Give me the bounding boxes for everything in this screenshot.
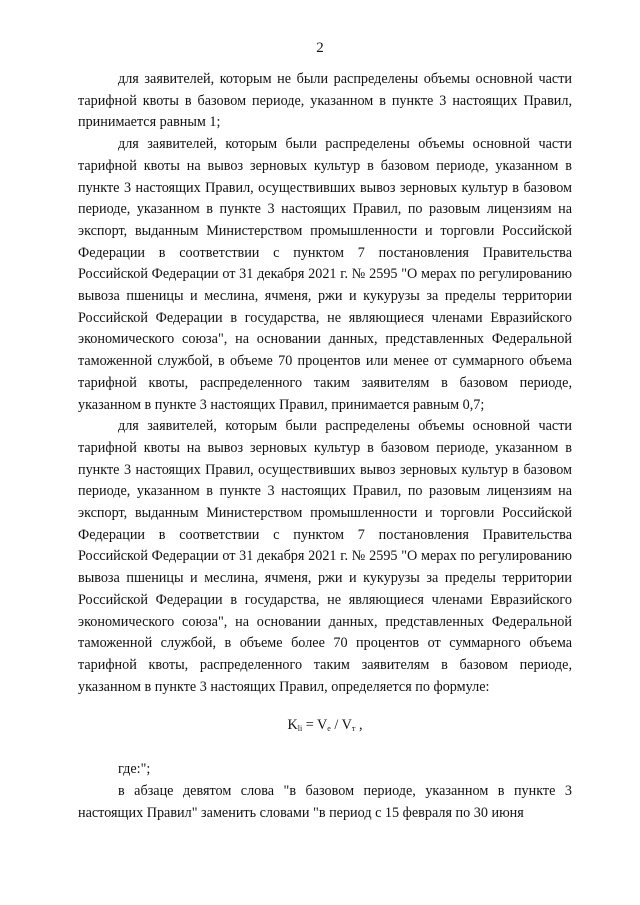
paragraph-amendment: в абзаце девятом слова "в базовом периоде, указанном в пункте 3 настоящих Правил" заменить словами "в период с 15 февраля по 30 июня bbox=[78, 783, 572, 821]
document-body bbox=[78, 69, 572, 825]
formula-v2: V bbox=[341, 717, 352, 734]
formula-v1-subscript: e bbox=[327, 724, 331, 734]
paragraph-2: для заявителей, которым были распределены объемы основной части тарифной квоты на вывоз зерновых культур в базовом периоде, указанном в пункте 3 настоящих Правил, осуществивших вывоз зерновых культур в базовом периоде, указанном в пункте 3 настоящих Правил, по разовым лицензиям на экспорт, выданным Министерством промышленности и торговли Российской Федерации в соответствии с пунктом 7 постановления Правительства Российской Федерации от 31 декабря 2021 г. № 2595 "О мерах по регулированию вывоза пшеницы и меслина, ячменя, ржи и кукурузы за пределы территории Российской Федерации в государства, не являющиеся членами Евразийского экономического союза", на основании данных, представленных Федеральной таможенной службой, в объеме 70 процентов или менее от суммарного объема тарифной квоты, распределенного таким заявителям в базовом периоде, указанном в пункте 3 настоящих Правил, принимается равным 0,7; bbox=[78, 136, 572, 413]
formula-slash: / bbox=[330, 717, 342, 734]
paragraph-3: для заявителей, которым были распределены объемы основной части тарифной квоты на вывоз зерновых культур в базовом периоде, указанном в пункте 3 настоящих Правил, осуществивших вывоз зерновых культур в базовом периоде, указанном в пункте 3 настоящих Правил, по разовым лицензиям на экспорт, выданным Министерством промышленности и торговли Российской Федерации в соответствии с пунктом 7 постановления Правительства Российской Федерации от 31 декабря 2021 г. № 2595 "О мерах по регулированию вывоза пшеницы и меслина, ячменя, ржи и кукурузы за пределы территории Российской Федерации в государства, не являющиеся членами Евразийского экономического союза", на основании данных, представленных Федеральной таможенной службой, в объеме более 70 процентов от суммарного объема тарифной квоты, распределенного таким заявителям в базовом периоде, указанном в пункте 3 настоящих Правил, определяется по формуле: bbox=[78, 418, 572, 695]
formula-v2-subscript: т bbox=[351, 724, 356, 734]
page-number: 2 bbox=[316, 40, 324, 56]
formula-tail: , bbox=[355, 717, 363, 734]
paragraph-1: для заявителей, которым не были распределены объемы основной части тарифной квоты в базовом периоде, указанном в пункте 3 настоящих Правил, принимается равным 1; bbox=[78, 71, 572, 131]
paragraph-gde: где:"; bbox=[118, 761, 151, 778]
formula-k: K bbox=[287, 717, 298, 734]
formula-k-subscript: li bbox=[297, 724, 303, 734]
formula bbox=[78, 715, 572, 739]
formula-equals: = bbox=[302, 717, 318, 734]
formula-v1: V bbox=[317, 717, 328, 734]
